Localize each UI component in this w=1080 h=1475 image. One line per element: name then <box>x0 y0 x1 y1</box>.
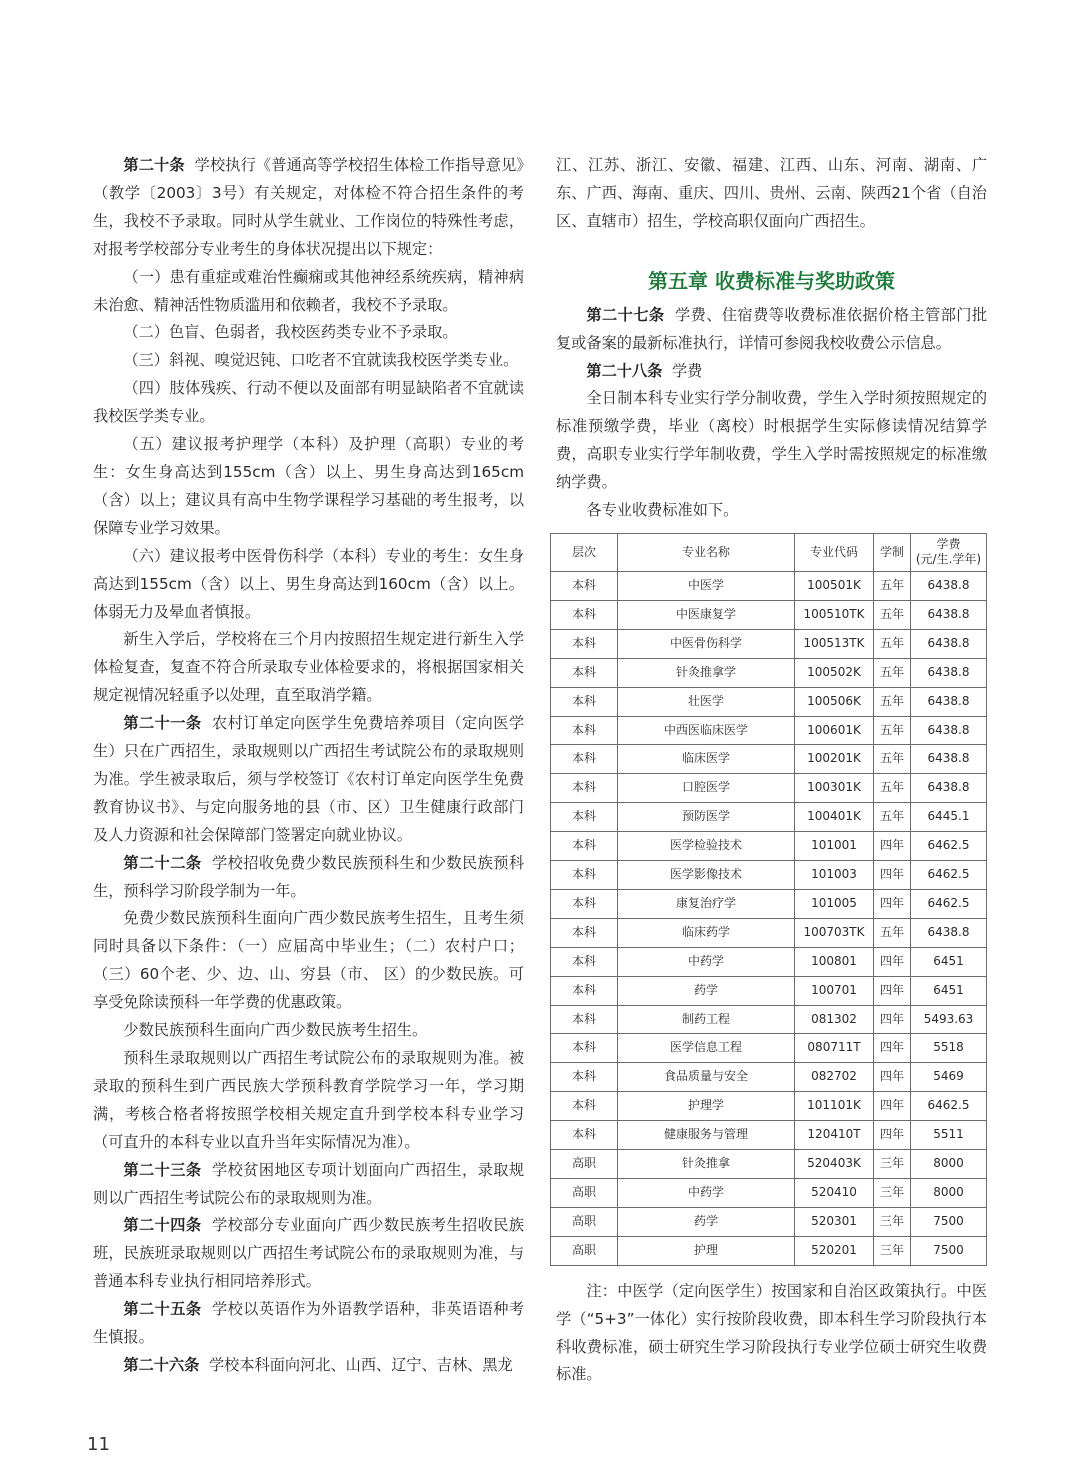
table-cell: 本科 <box>551 1034 618 1063</box>
table-cell: 五年 <box>874 571 911 600</box>
table-cell: 本科 <box>551 1063 618 1092</box>
table-row <box>551 889 987 918</box>
table-cell: 100801 <box>795 947 874 976</box>
table-row <box>551 571 987 600</box>
chapter-title: 第五章 收费标准与奖助政策 <box>648 268 895 293</box>
article-lead: 第二十六条 <box>123 1355 200 1374</box>
table-cell: 101003 <box>795 861 874 890</box>
table-cell: 医学检验技术 <box>618 832 795 861</box>
table-cell: 本科 <box>551 774 618 803</box>
table-cell: 壮医学 <box>618 687 795 716</box>
table-cell: 100506K <box>795 687 874 716</box>
table-row <box>551 861 987 890</box>
article-lead: 第二十五条 <box>123 1300 202 1319</box>
table-cell: 制药工程 <box>618 1005 795 1034</box>
header-code: 专业代码 <box>795 533 874 571</box>
table-row <box>551 658 987 687</box>
table-cell: 四年 <box>874 1063 911 1092</box>
table-cell: 本科 <box>551 745 618 774</box>
table-cell: 101001 <box>795 832 874 861</box>
table-row <box>551 1236 987 1265</box>
table-cell: 080711T <box>795 1034 874 1063</box>
table-cell: 临床医学 <box>618 745 795 774</box>
tuition-paragraph: 全日制本科专业实行学分制收费，学生入学时须按照规定的标准预缴学费，毕业（离校）时根据学生实际修读情况结算学费，高职专业实行学年制收费，学生入学时需按照规定的标准缴纳学费。 <box>556 389 987 492</box>
province-continuation: 江、江苏、浙江、安徽、福建、江西、山东、河南、湖南、广东、广西、海南、重庆、四川、贵州、云南、陕西21个省（自治区、直辖市）招生，学校高职仅面向广西招生。 <box>556 156 987 230</box>
paragraph <box>93 319 524 347</box>
table-cell: 四年 <box>874 1092 911 1121</box>
paragraph-text: 新生入学后，学校将在三个月内按照招生规定进行新生入学体检复查，复查不符合所录取专业体检要求的，将根据国家相关规定视情况轻重予以处理，直至取消学籍。 <box>93 630 524 705</box>
table-cell: 高职 <box>551 1179 618 1208</box>
table-cell: 520403K <box>795 1150 874 1179</box>
table-cell: 药学 <box>618 1207 795 1236</box>
article-28 <box>556 358 987 386</box>
table-row <box>551 918 987 947</box>
table-cell: 本科 <box>551 976 618 1005</box>
table-cell: 本科 <box>551 600 618 629</box>
table-cell: 本科 <box>551 1092 618 1121</box>
table-cell: 药学 <box>618 976 795 1005</box>
table-cell: 6438.8 <box>911 658 987 687</box>
paragraph-text: （四）肢体残疾、行动不便以及面部有明显缺陷者不宜就读我校医学类专业。 <box>93 379 524 426</box>
table-cell: 6462.5 <box>911 861 987 890</box>
table-cell: 五年 <box>874 658 911 687</box>
table-row <box>551 832 987 861</box>
header-major: 专业名称 <box>618 533 795 571</box>
table-cell: 6451 <box>911 976 987 1005</box>
table-cell: 081302 <box>795 1005 874 1034</box>
paragraph-text: （六）建议报考中医骨伤科学（本科）专业的考生：女生身高达到155cm（含）以上、男生身高达到160cm（含）以上。体弱无力及晕血者慎报。 <box>93 546 524 621</box>
table-cell: 101005 <box>795 889 874 918</box>
table-cell: 7500 <box>911 1236 987 1265</box>
table-cell: 中药学 <box>618 947 795 976</box>
table-cell: 护理 <box>618 1236 795 1265</box>
table-cell: 康复治疗学 <box>618 889 795 918</box>
header-fee-unit: (元/生.学年) <box>915 552 982 567</box>
right-column <box>556 152 987 1389</box>
table-cell: 护理学 <box>618 1092 795 1121</box>
table-cell: 6438.8 <box>911 571 987 600</box>
table-cell: 100513TK <box>795 629 874 658</box>
table-cell: 6438.8 <box>911 774 987 803</box>
left-column <box>93 152 524 1380</box>
table-cell: 中医骨伤科学 <box>618 629 795 658</box>
paragraph-text: 学校执行《普通高等学校招生体检工作指导意见》（教学〔2003〕3号）有关规定，对体检不符合招生条件的考生，我校不予录取。同时从学生就业、工作岗位的特殊性考虑，对报考学校部分专业考生的身体状况提出以下规定： <box>93 156 525 258</box>
paragraph-text: 预科生录取规则以广西招生考试院公布的录取规则为准。被录取的预科生到广西民族大学预科教育学院学习一年，学习期满，考核合格者将按照学校相关规定直升到学校本科专业学习（可直升的本科专业以直升当年实际情况为准）。 <box>93 1049 524 1151</box>
table-cell: 100301K <box>795 774 874 803</box>
table-cell: 101101K <box>795 1092 874 1121</box>
table-cell: 本科 <box>551 687 618 716</box>
table-cell: 四年 <box>874 1121 911 1150</box>
paragraph-text: 农村订单定向医学生免费培养项目（定向医学生）只在广西招生，录取规则以广西招生考试院公布的录取规则为准。学生被录取后，须与学校签订《农村订单定向医学生免费教育协议书》、与定向服务地的县（市、区）卫生健康行政部门及人力资源和社会保障部门签署定向就业协议。 <box>93 714 525 844</box>
paragraph-text: （五）建议报考护理学（本科）及护理（高职）专业的考生：女生身高达到155cm（含）以上、男生身高达到165cm（含）以上；建议具有高中生物学课程学习基础的考生报考，以保障专业学习效果。 <box>93 435 524 537</box>
paragraph <box>93 626 524 710</box>
table-cell: 6438.8 <box>911 716 987 745</box>
table-row <box>551 1034 987 1063</box>
table-cell: 五年 <box>874 716 911 745</box>
table-row <box>551 1179 987 1208</box>
table-cell: 五年 <box>874 687 911 716</box>
paragraph-text: 学校招收免费少数民族预科生和少数民族预科生，预科学习阶段学制为一年。 <box>93 853 525 900</box>
table-cell: 四年 <box>874 889 911 918</box>
table-cell: 口腔医学 <box>618 774 795 803</box>
table-cell: 6438.8 <box>911 745 987 774</box>
table-cell: 本科 <box>551 947 618 976</box>
table-cell: 5511 <box>911 1121 987 1150</box>
table-cell: 中医学 <box>618 571 795 600</box>
table-row <box>551 803 987 832</box>
table-cell: 中医康复学 <box>618 600 795 629</box>
table-cell: 五年 <box>874 629 911 658</box>
table-cell: 本科 <box>551 629 618 658</box>
table-cell: 100401K <box>795 803 874 832</box>
table-cell: 5469 <box>911 1063 987 1092</box>
paragraph-text: 学校本科面向河北、山西、辽宁、吉林、黑龙 <box>208 1355 513 1374</box>
article-27 <box>556 302 987 358</box>
table-cell: 082702 <box>795 1063 874 1092</box>
page-number: 11 <box>87 1434 110 1455</box>
table-cell: 高职 <box>551 1236 618 1265</box>
table-cell: 6462.5 <box>911 1092 987 1121</box>
table-row <box>551 1092 987 1121</box>
article-lead: 第二十三条 <box>123 1160 202 1179</box>
paragraph <box>93 850 524 906</box>
table-cell: 100701 <box>795 976 874 1005</box>
header-fee-label: 学费 <box>936 537 961 552</box>
table-cell: 6438.8 <box>911 918 987 947</box>
article-lead: 第二十四条 <box>123 1216 202 1235</box>
table-cell: 三年 <box>874 1236 911 1265</box>
table-cell: 四年 <box>874 976 911 1005</box>
paragraph <box>93 1045 524 1157</box>
table-cell: 5493.63 <box>911 1005 987 1034</box>
table-cell: 四年 <box>874 832 911 861</box>
paragraph <box>93 152 524 264</box>
table-row <box>551 947 987 976</box>
table-cell: 三年 <box>874 1179 911 1208</box>
table-cell: 7500 <box>911 1207 987 1236</box>
paragraph-text: 学校以英语作为外语教学语种，非英语语种考生慎报。 <box>93 1300 525 1347</box>
table-cell: 6445.1 <box>911 803 987 832</box>
article-lead: 第二十七条 <box>586 305 665 324</box>
table-cell: 四年 <box>874 861 911 890</box>
paragraph <box>93 1296 524 1352</box>
table-row <box>551 1063 987 1092</box>
table-row <box>551 716 987 745</box>
table-cell: 四年 <box>874 1034 911 1063</box>
paragraph-text: 少数民族预科生面向广西少数民族考生招生。 <box>123 1021 428 1040</box>
table-cell: 医学信息工程 <box>618 1034 795 1063</box>
table-cell: 健康服务与管理 <box>618 1121 795 1150</box>
table-cell: 520410 <box>795 1179 874 1208</box>
table-cell: 本科 <box>551 658 618 687</box>
table-cell: 100601K <box>795 716 874 745</box>
table-cell: 临床药学 <box>618 918 795 947</box>
article-lead: 第二十二条 <box>123 853 202 872</box>
article-lead: 第二十八条 <box>586 361 663 380</box>
paragraph <box>93 347 524 375</box>
fee-table <box>550 533 987 1266</box>
paragraph <box>93 264 524 320</box>
table-cell: 5518 <box>911 1034 987 1063</box>
table-cell: 本科 <box>551 1005 618 1034</box>
header-duration: 学制 <box>874 533 911 571</box>
paragraph <box>93 1212 524 1296</box>
table-row <box>551 976 987 1005</box>
table-cell: 本科 <box>551 1121 618 1150</box>
table-note: 注：中医学（定向医学生）按国家和自治区政策执行。中医学（“5+3”一体化）实行按阶段收费，即本科生学习阶段执行本科收费标准，硕士研究生学习阶段执行专业学位硕士研究生收费标准。 <box>556 1281 987 1384</box>
table-cell: 本科 <box>551 918 618 947</box>
table-row <box>551 1207 987 1236</box>
table-cell: 高职 <box>551 1150 618 1179</box>
table-cell: 520301 <box>795 1207 874 1236</box>
table-row <box>551 600 987 629</box>
table-cell: 本科 <box>551 861 618 890</box>
table-row <box>551 1005 987 1034</box>
table-cell: 100703TK <box>795 918 874 947</box>
table-cell: 本科 <box>551 571 618 600</box>
paragraph <box>93 905 524 1017</box>
paragraph-text: 学校贫困地区专项计划面向广西招生，录取规则以广西招生考试院公布的录取规则为准。 <box>93 1160 525 1207</box>
table-cell: 五年 <box>874 803 911 832</box>
table-cell: 120410T <box>795 1121 874 1150</box>
table-cell: 五年 <box>874 774 911 803</box>
table-cell: 四年 <box>874 1005 911 1034</box>
table-header-row <box>551 533 987 571</box>
article-text: 学费、住宿费等收费标准依据价格主管部门批复或备案的最新标准执行，详情可参阅我校收费公示信息。 <box>556 305 988 352</box>
table-cell: 针灸推拿学 <box>618 658 795 687</box>
table-cell: 本科 <box>551 716 618 745</box>
table-cell: 6438.8 <box>911 600 987 629</box>
table-cell: 五年 <box>874 745 911 774</box>
table-row <box>551 1121 987 1150</box>
table-cell: 三年 <box>874 1207 911 1236</box>
article-lead: 第二十一条 <box>123 714 202 733</box>
paragraph <box>93 1017 524 1045</box>
table-cell: 三年 <box>874 1150 911 1179</box>
table-cell: 四年 <box>874 947 911 976</box>
paragraph <box>93 1157 524 1213</box>
table-cell: 6462.5 <box>911 889 987 918</box>
table-cell: 6451 <box>911 947 987 976</box>
table-cell: 医学影像技术 <box>618 861 795 890</box>
table-cell: 五年 <box>874 600 911 629</box>
paragraph <box>93 1352 524 1380</box>
header-level: 层次 <box>551 533 618 571</box>
paragraph-text: （一）患有重症或难治性癫痫或其他神经系统疾病，精神病未治愈、精神活性物质滥用和依赖者，我校不予录取。 <box>93 267 524 314</box>
paragraph <box>93 375 524 431</box>
table-cell: 高职 <box>551 1207 618 1236</box>
table-row <box>551 774 987 803</box>
table-cell: 本科 <box>551 803 618 832</box>
table-cell: 中西医临床医学 <box>618 716 795 745</box>
header-fee <box>911 533 987 571</box>
table-cell: 100502K <box>795 658 874 687</box>
table-row <box>551 745 987 774</box>
table-cell: 6438.8 <box>911 687 987 716</box>
table-row <box>551 687 987 716</box>
table-cell: 100201K <box>795 745 874 774</box>
paragraph <box>93 431 524 543</box>
table-cell: 100501K <box>795 571 874 600</box>
paragraph-text: 免费少数民族预科生面向广西少数民族考生招生，且考生须同时具备以下条件：（一）应届高中毕业生；（二）农村户口；（三）60个老、少、边、山、穷县（市、 区）的少数民族。可享受免除读预科一年学费的优惠政策。 <box>93 909 524 1012</box>
table-row <box>551 629 987 658</box>
table-cell: 五年 <box>874 918 911 947</box>
table-cell: 100510TK <box>795 600 874 629</box>
table-cell: 中药学 <box>618 1179 795 1208</box>
table-cell: 本科 <box>551 832 618 861</box>
paragraph-text: （三）斜视、嗅觉迟钝、口吃者不宜就读我校医学类专业。 <box>123 351 519 370</box>
table-cell: 食品质量与安全 <box>618 1063 795 1092</box>
paragraph <box>93 543 524 627</box>
table-cell: 针灸推拿 <box>618 1150 795 1179</box>
paragraph <box>93 710 524 850</box>
paragraph-text: 学校部分专业面向广西少数民族考生招收民族班，民族班录取规则以广西招生考试院公布的录取规则为准，与普通本科专业执行相同培养形式。 <box>93 1216 525 1291</box>
table-cell: 本科 <box>551 889 618 918</box>
table-cell: 8000 <box>911 1150 987 1179</box>
table-cell: 520201 <box>795 1236 874 1265</box>
table-cell: 6438.8 <box>911 629 987 658</box>
paragraph-text: （二）色盲、色弱者，我校医药类专业不予录取。 <box>123 323 458 342</box>
table-row <box>551 1150 987 1179</box>
table-cell: 8000 <box>911 1179 987 1208</box>
table-cell: 6462.5 <box>911 832 987 861</box>
table-cell: 预防医学 <box>618 803 795 832</box>
article-text: 学费 <box>671 361 703 380</box>
article-lead: 第二十条 <box>123 156 185 174</box>
table-intro: 各专业收费标准如下。 <box>586 501 739 520</box>
